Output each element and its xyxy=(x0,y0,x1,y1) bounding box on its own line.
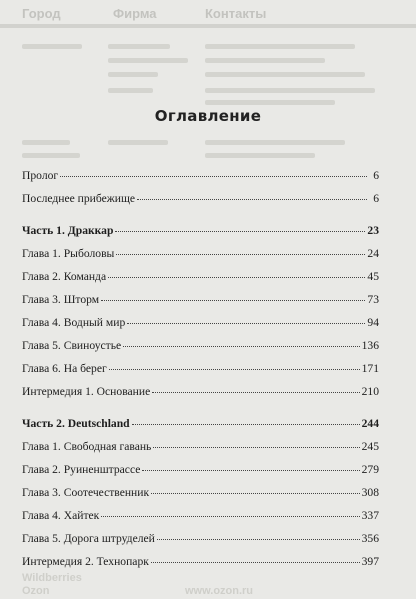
leader-dots xyxy=(127,322,365,324)
ghost-line xyxy=(108,140,168,145)
toc-entry-page: 397 xyxy=(361,555,379,568)
ghost-line xyxy=(108,44,170,49)
table-of-contents xyxy=(22,168,379,577)
toc-entry-page: 337 xyxy=(361,509,379,522)
ghost-line xyxy=(205,58,325,63)
leader-dots xyxy=(116,253,365,255)
toc-entry-label: Часть 1. Драккар xyxy=(22,224,114,237)
toc-entry-chapter xyxy=(22,338,379,361)
toc-entry-last-refuge xyxy=(22,191,379,214)
toc-entry-page: 23 xyxy=(367,224,379,237)
leader-dots xyxy=(157,538,360,540)
ghost-header-contacts: Контакты xyxy=(205,6,267,21)
ghost-line xyxy=(205,88,375,93)
toc-entry-page: 308 xyxy=(361,486,379,499)
ghost-line xyxy=(22,153,80,158)
toc-entry-label: Глава 2. Команда xyxy=(22,270,107,283)
toc-entry-label: Глава 1. Рыболовы xyxy=(22,247,115,260)
leader-dots xyxy=(101,299,365,301)
toc-entry-label: Интермедия 1. Основание xyxy=(22,385,151,398)
ghost-line xyxy=(108,72,158,77)
toc-entry-chapter xyxy=(22,315,379,338)
ghost-footer-wildberries: Wildberries xyxy=(22,572,82,584)
leader-dots xyxy=(123,345,359,347)
ghost-line xyxy=(108,58,188,63)
leader-dots xyxy=(115,230,365,232)
toc-entry-prologue xyxy=(22,168,379,191)
toc-entry-label: Глава 3. Соотечественник xyxy=(22,486,150,499)
toc-entry-chapter xyxy=(22,462,379,485)
toc-entry-page: 73 xyxy=(367,293,379,306)
ghost-line xyxy=(205,72,365,77)
toc-entry-interlude xyxy=(22,384,379,407)
toc-entry-chapter xyxy=(22,485,379,508)
toc-entry-label: Глава 1. Свободная гавань xyxy=(22,440,152,453)
leader-dots xyxy=(137,198,367,200)
toc-entry-chapter xyxy=(22,439,379,462)
toc-entry-page: 6 xyxy=(373,169,379,182)
toc-entry-page: 94 xyxy=(367,316,379,329)
ghost-line xyxy=(108,88,153,93)
ghost-line xyxy=(22,140,70,145)
ghost-line xyxy=(22,44,82,49)
ghost-footer-ozon: Ozon xyxy=(22,585,50,597)
toc-entry-label: Глава 4. Хайтек xyxy=(22,509,100,522)
leader-dots xyxy=(108,276,365,278)
ghost-footer-ozon-url: www.ozon.ru xyxy=(185,585,254,597)
leader-dots xyxy=(109,368,360,370)
toc-entry-chapter xyxy=(22,361,379,384)
leader-dots xyxy=(132,423,360,425)
leader-dots xyxy=(101,515,359,517)
toc-part-1 xyxy=(22,223,379,246)
ghost-line xyxy=(205,140,345,145)
toc-entry-chapter xyxy=(22,269,379,292)
ghost-header-bar xyxy=(0,24,416,28)
toc-entry-chapter xyxy=(22,508,379,531)
toc-entry-chapter xyxy=(22,246,379,269)
toc-entry-label: Глава 3. Шторм xyxy=(22,293,100,306)
leader-dots xyxy=(151,561,360,563)
leader-dots xyxy=(152,391,359,393)
leader-dots xyxy=(151,492,360,494)
ghost-line xyxy=(205,153,315,158)
toc-entry-page: 245 xyxy=(361,440,379,453)
toc-entry-page: 244 xyxy=(361,417,379,430)
toc-entry-interlude xyxy=(22,554,379,577)
toc-entry-label: Пролог xyxy=(22,169,59,182)
toc-entry-page: 356 xyxy=(361,532,379,545)
leader-dots xyxy=(153,446,359,448)
toc-entry-label: Глава 4. Водный мир xyxy=(22,316,126,329)
toc-entry-page: 279 xyxy=(361,463,379,476)
toc-part-2 xyxy=(22,416,379,439)
toc-entry-page: 171 xyxy=(361,362,379,375)
toc-entry-label: Глава 6. На берег xyxy=(22,362,107,375)
toc-entry-label: Последнее прибежище xyxy=(22,192,136,205)
toc-entry-chapter xyxy=(22,531,379,554)
toc-entry-label: Глава 2. Руиненштрассе xyxy=(22,463,141,476)
toc-heading: Оглавление xyxy=(154,107,262,125)
toc-entry-label: Интермедия 2. Технопарк xyxy=(22,555,149,568)
leader-dots xyxy=(142,469,359,471)
ghost-header-company: Фирма xyxy=(113,6,157,21)
toc-entry-label: Глава 5. Дорога штруделей xyxy=(22,532,155,545)
toc-entry-label: Глава 5. Свиноустье xyxy=(22,339,122,352)
ghost-header-city: Город xyxy=(22,6,61,21)
toc-entry-page: 24 xyxy=(367,247,379,260)
ghost-line xyxy=(205,44,355,49)
toc-entry-page: 210 xyxy=(361,385,379,398)
toc-entry-page: 6 xyxy=(373,192,379,205)
toc-entry-page: 136 xyxy=(361,339,379,352)
toc-entry-page: 45 xyxy=(367,270,379,283)
leader-dots xyxy=(60,175,367,177)
ghost-line xyxy=(205,100,335,105)
toc-entry-label: Часть 2. Deutschland xyxy=(22,417,130,430)
toc-entry-chapter xyxy=(22,292,379,315)
